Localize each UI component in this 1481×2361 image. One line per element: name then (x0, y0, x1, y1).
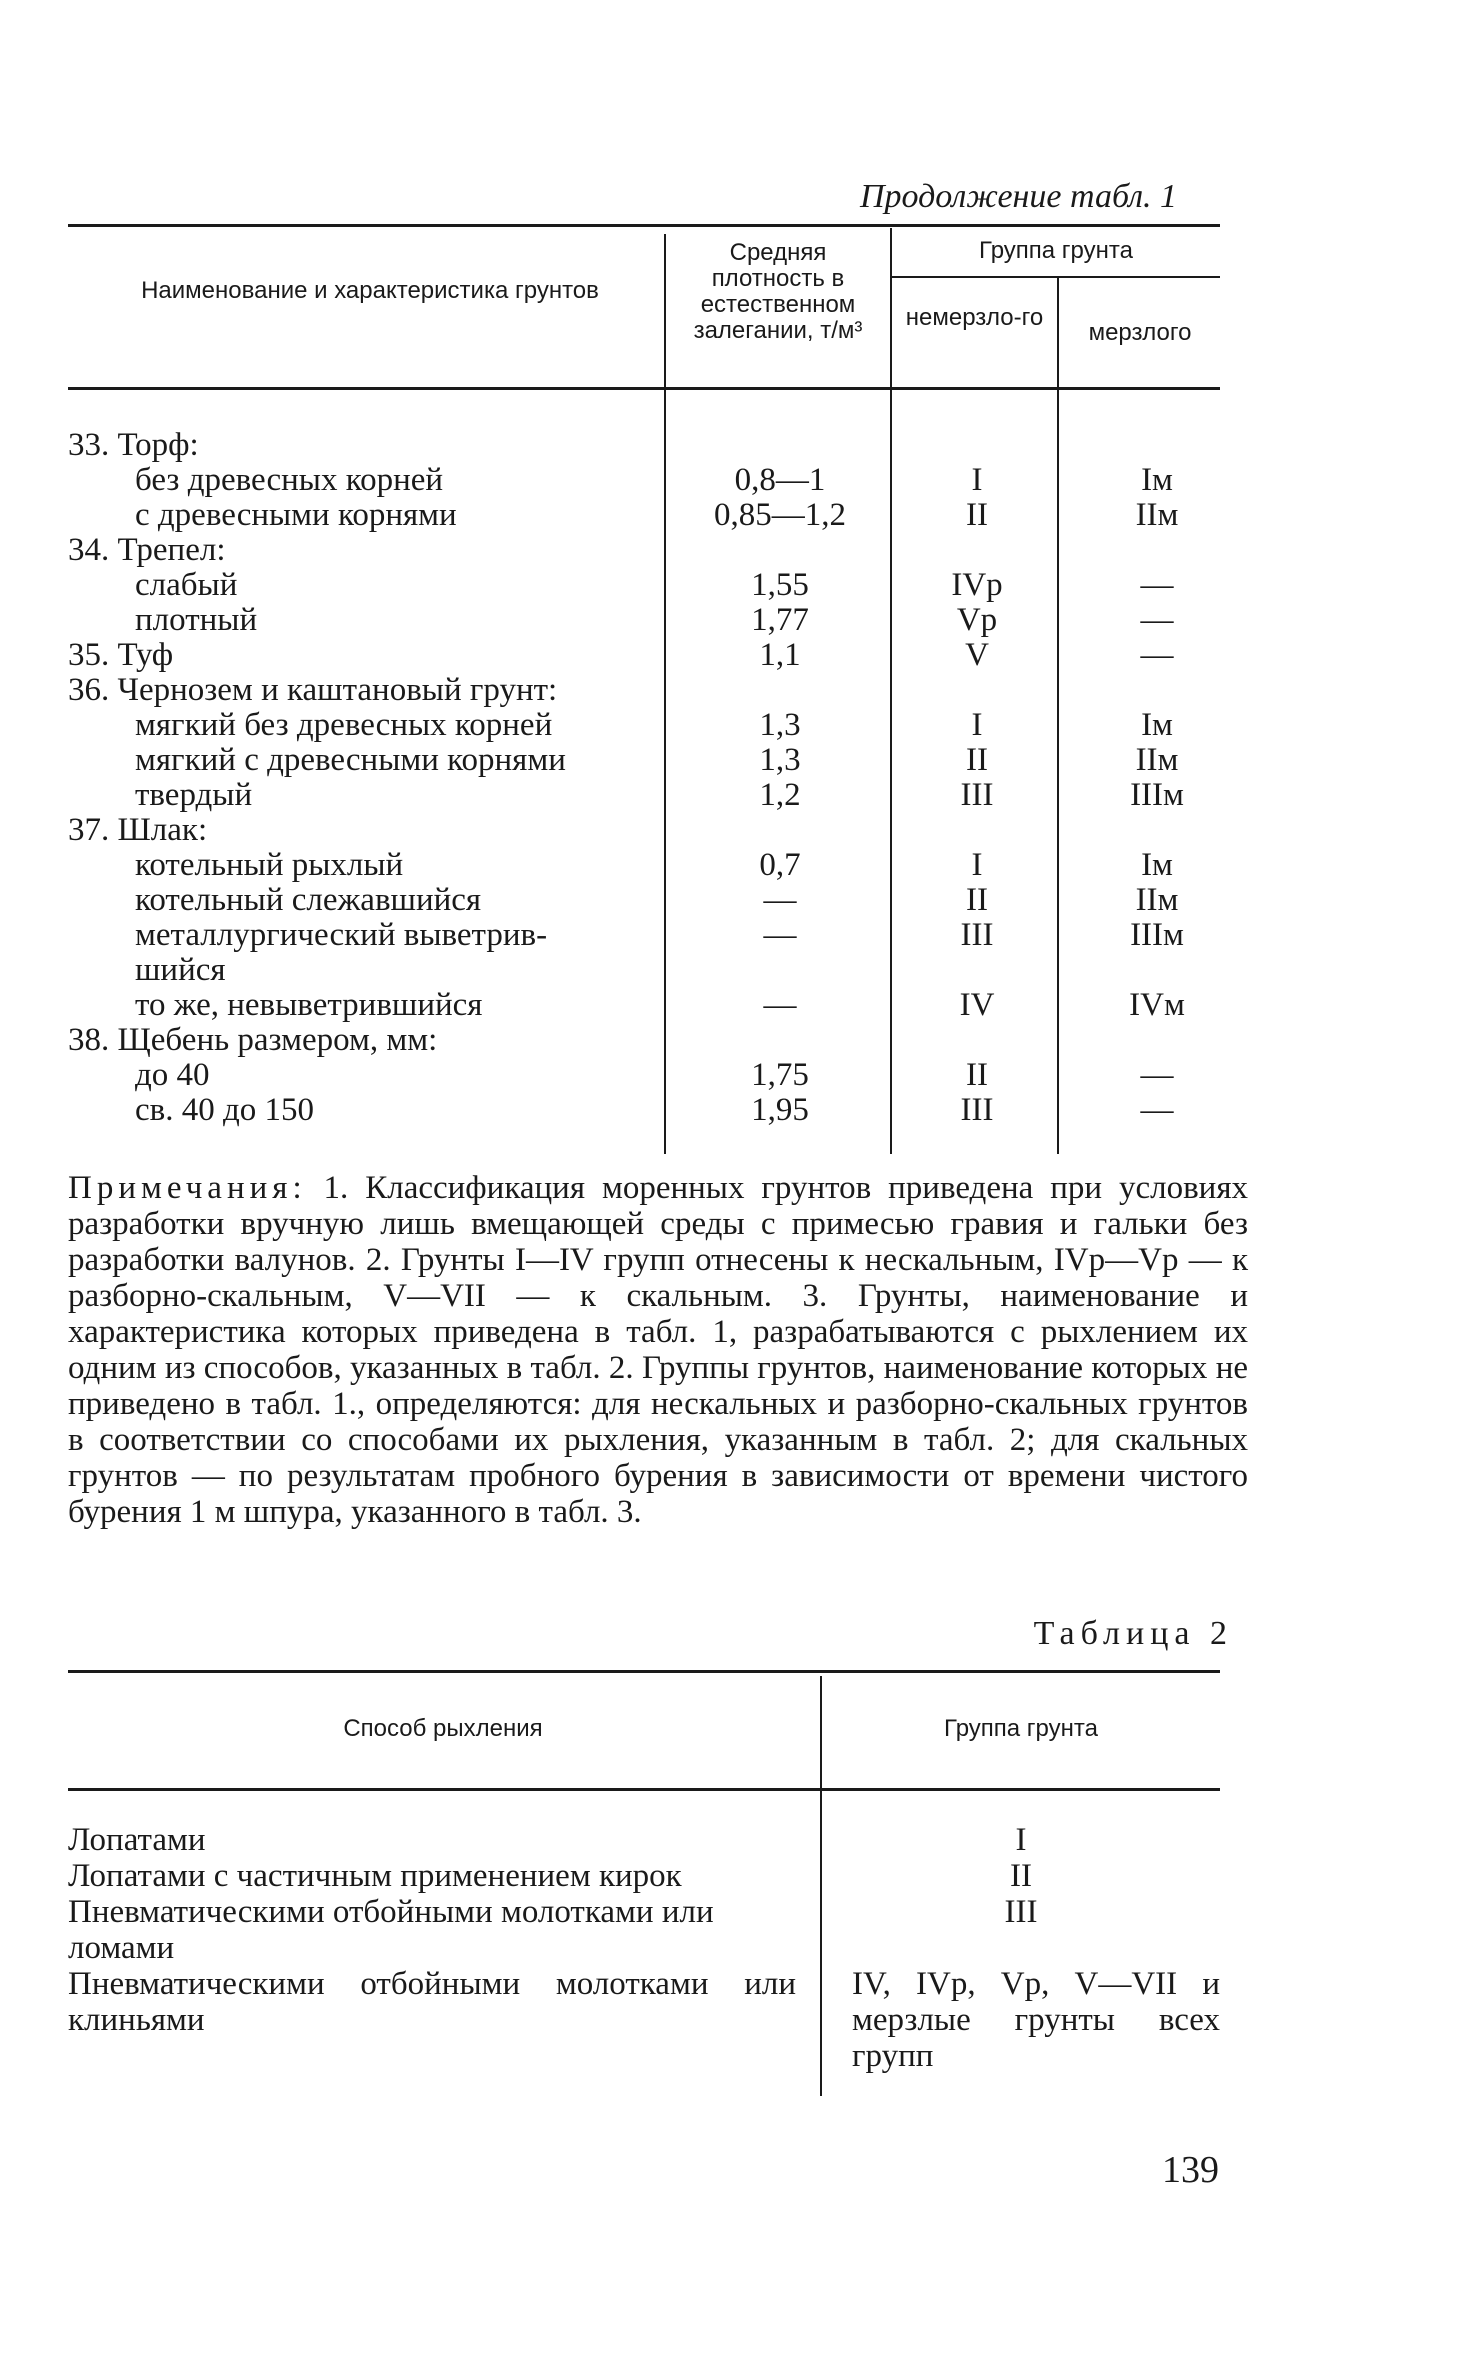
row-name: без древесных корней (135, 462, 444, 498)
row-name: 37. Шлак: (68, 812, 208, 848)
row-unfrozen: IV (959, 987, 995, 1023)
table-row (0, 883, 1481, 918)
row-unfrozen: V (965, 637, 989, 673)
row-name: мягкий с древесными корнями (135, 742, 566, 778)
row-density: 1,3 (759, 742, 801, 778)
page-number: 139 (1162, 2149, 1219, 2191)
row-frozen: — (1140, 637, 1174, 673)
row-unfrozen: III (960, 1092, 994, 1128)
row-density: 1,1 (759, 637, 801, 673)
continuation-caption: Продолжение табл. 1 (860, 178, 1178, 215)
table-2-title: Таблица 2 (1033, 1615, 1233, 1652)
row-density: 1,95 (751, 1092, 809, 1128)
row-name: котельный рыхлый (135, 847, 404, 883)
row-name: слабый (135, 567, 238, 603)
row-density: 0,7 (759, 847, 801, 883)
group-cell: IV, IVр, Vр, V—VII и мерзлые грунты всех групп (852, 1966, 1220, 2074)
row-name: 35. Туф (68, 637, 174, 673)
row-name: котельный слежавшийся (135, 882, 482, 918)
table-row (0, 708, 1481, 743)
row-density: 1,55 (751, 567, 809, 603)
table-1-header-rule (68, 387, 1220, 390)
row-name: шийся (135, 952, 226, 988)
row-name: твердый (135, 777, 253, 813)
row-density: 1,3 (759, 707, 801, 743)
row-density: 0,85—1,2 (714, 497, 846, 533)
group-header-rule (892, 276, 1220, 278)
row-frozen: — (1140, 1092, 1174, 1128)
row-name: св. 40 до 150 (135, 1092, 315, 1128)
row-density: 1,75 (751, 1057, 809, 1093)
header-frozen: мерзлого (1088, 319, 1192, 346)
row-name: 34. Трепел: (68, 532, 226, 568)
table-row (0, 743, 1481, 778)
row-frozen: IIм (1135, 882, 1179, 918)
table-row (0, 603, 1481, 638)
row-density: — (763, 917, 797, 953)
row-name: мягкий без древесных корней (135, 707, 553, 743)
table-row (0, 778, 1481, 813)
row-unfrozen: III (960, 917, 994, 953)
header-unfrozen: немерзло-го (905, 304, 1044, 331)
row-name: металлургический выветрив- (135, 917, 548, 953)
row-unfrozen: II (966, 742, 988, 778)
row-unfrozen: III (960, 777, 994, 813)
row-frozen: IIIм (1130, 917, 1184, 953)
method-cell: Лопатами с частичным применением кирок (68, 1858, 682, 1894)
row-name: то же, невыветрившийся (135, 987, 483, 1023)
table-2-top-rule (68, 1670, 1220, 1673)
row-unfrozen: I (971, 707, 983, 743)
row-frozen: Iм (1141, 462, 1173, 498)
row-name: 38. Щебень размером, мм: (68, 1022, 438, 1058)
row-density: 1,77 (751, 602, 809, 638)
table-row (0, 953, 1481, 988)
table-row (0, 848, 1481, 883)
table-row (0, 1093, 1481, 1128)
row-name: с древесными корнями (135, 497, 457, 533)
row-frozen: — (1140, 602, 1174, 638)
table-row (0, 498, 1481, 533)
table-1-notes (68, 1170, 1248, 1530)
table-row (0, 638, 1481, 673)
row-name: 33. Торф: (68, 427, 199, 463)
table-row (0, 533, 1481, 568)
group-cell: III (1004, 1894, 1038, 1930)
method-cell: Пневматическими отбойными молотками или клиньями (68, 1966, 796, 2038)
table-row (0, 673, 1481, 708)
row-unfrozen: I (971, 462, 983, 498)
table-2-header-rule (68, 1788, 1220, 1791)
row-unfrozen: II (966, 882, 988, 918)
row-frozen: — (1140, 567, 1174, 603)
table-row (0, 1023, 1481, 1058)
row-density: 0,8—1 (734, 462, 826, 498)
row-density: — (763, 987, 797, 1023)
notes-text: 1. Классификация моренных грунтов приведена при условиях разработки вручную лишь вмещающей среды с примесью гравия и гальки без разработки валунов. 2. Грунты I—IV групп отнесены к нескальным, IVр—Vр — к разборно-скальным, V—VII — к скальным. 3. Грунты, наименование и характеристика которых приведена в табл. 1, разрабатываются с рыхлением их одним из способов, указанных в табл. 2. Группы грунтов, наименование которых не приведено в табл. 1., определяются: для нескальных и разборно-скальных грунтов в соответствии со способами их рыхления, указанным в табл. 2; для скальных грунтов — по результатам пробного бурения в зависимости от времени чистого бурения 1 м шпура, указанного в табл. 3. (68, 1170, 1248, 1530)
method-cell: Лопатами (68, 1822, 206, 1858)
row-name: 36. Чернозем и каштановый грунт: (68, 672, 558, 708)
row-frozen: IIIм (1130, 777, 1184, 813)
header-group: Группа грунта (944, 1715, 1098, 1742)
row-name: до 40 (135, 1057, 210, 1093)
row-frozen: IIм (1135, 497, 1179, 533)
table-row (0, 988, 1481, 1023)
table-row (0, 428, 1481, 463)
header-density: Средняя плотность в естественном залегании, т/м³ (693, 239, 863, 344)
row-name: плотный (135, 602, 258, 638)
header-method: Способ рыхления (343, 1715, 543, 1742)
row-density: — (763, 882, 797, 918)
header-group: Группа грунта (979, 237, 1133, 264)
row-frozen: Iм (1141, 707, 1173, 743)
row-frozen: Iм (1141, 847, 1173, 883)
table-row (0, 463, 1481, 498)
table-row (0, 918, 1481, 953)
row-frozen: — (1140, 1057, 1174, 1093)
row-frozen: IIм (1135, 742, 1179, 778)
row-unfrozen: Vр (956, 602, 998, 638)
row-unfrozen: II (966, 1057, 988, 1093)
row-unfrozen: I (971, 847, 983, 883)
row-density: 1,2 (759, 777, 801, 813)
row-unfrozen: II (966, 497, 988, 533)
table-row (0, 1058, 1481, 1093)
row-frozen: IVм (1129, 987, 1185, 1023)
table-row (0, 813, 1481, 848)
group-cell: II (1010, 1858, 1032, 1894)
notes-label: Примечания: (68, 1170, 307, 1206)
method-cell: Пневматическими отбойными молотками или ломами (68, 1894, 714, 1966)
header-name: Наименование и характеристика грунтов (141, 277, 599, 304)
row-unfrozen: IVр (951, 567, 1003, 603)
table-1-top-rule (68, 224, 1220, 227)
table-row (0, 568, 1481, 603)
group-cell: I (1015, 1822, 1027, 1858)
